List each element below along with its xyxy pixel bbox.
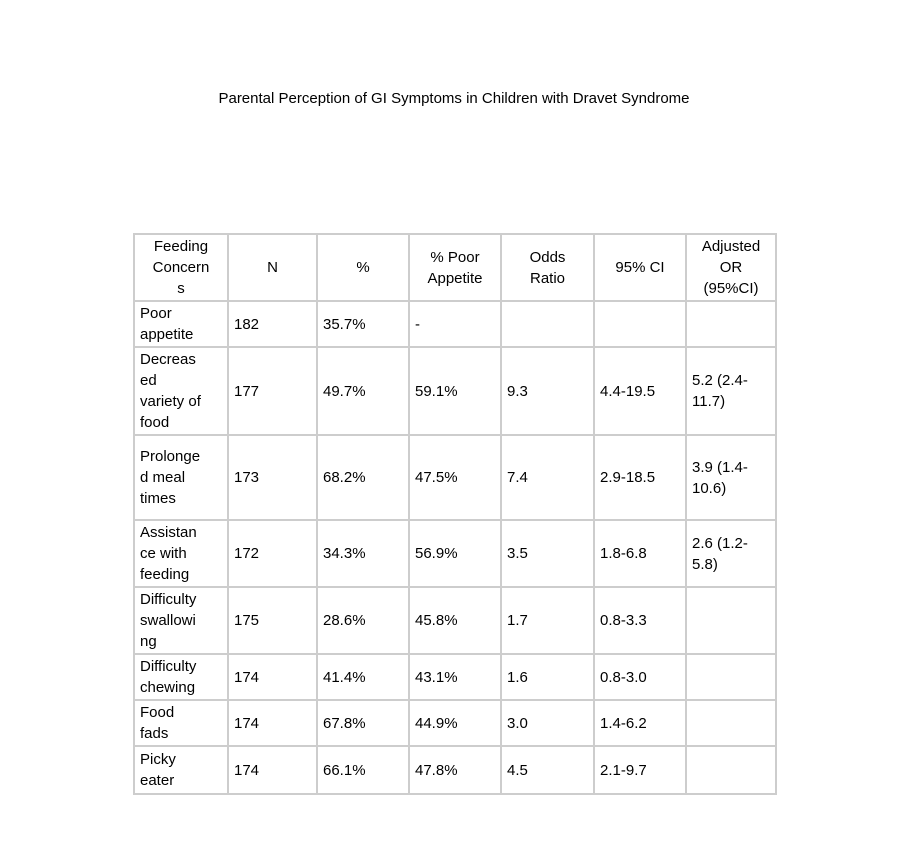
col-header-n-label: N: [267, 259, 278, 276]
cell-odds-ratio: 9.3: [501, 347, 594, 435]
cell-odds-ratio: 1.7: [501, 587, 594, 654]
cell-adjusted-or: 5.2 (2.4-11.7): [686, 347, 776, 435]
cell-pct-poor-appetite: 43.1%: [409, 654, 501, 700]
col-header-n: [228, 234, 317, 301]
cell-adjusted-or: 2.6 (1.2-5.8): [686, 520, 776, 587]
cell-pct: 34.3%: [317, 520, 409, 587]
table-row: [134, 301, 776, 347]
cell-n: 172: [228, 520, 317, 587]
table-row: [134, 347, 776, 435]
col-header-feeding-concerns-label: Feeding Concerns: [152, 238, 210, 297]
cell-concern: Assistance with feeding: [134, 520, 228, 587]
cell-pct-poor-appetite: 45.8%: [409, 587, 501, 654]
cell-concern: Decreased variety of food: [134, 347, 228, 435]
cell-concern: Poor appetite: [134, 301, 228, 347]
col-header-pct: [317, 234, 409, 301]
col-header-odds-ratio: [501, 234, 594, 301]
cell-adjusted-or: [686, 654, 776, 700]
cell-95ci: 0.8-3.3: [594, 587, 686, 654]
table-row: [134, 435, 776, 520]
table-row: [134, 587, 776, 654]
cell-pct: 49.7%: [317, 347, 409, 435]
cell-odds-ratio: 3.0: [501, 700, 594, 746]
table-header-row: [134, 234, 776, 301]
cell-pct-poor-appetite: 56.9%: [409, 520, 501, 587]
cell-adjusted-or: 3.9 (1.4-10.6): [686, 435, 776, 520]
col-header-pct-poor-appetite-label: % Poor Appetite: [427, 248, 483, 287]
cell-odds-ratio: [501, 301, 594, 347]
cell-odds-ratio: 4.5: [501, 746, 594, 794]
cell-95ci: 1.8-6.8: [594, 520, 686, 587]
cell-concern: Difficulty chewing: [134, 654, 228, 700]
table-row: [134, 700, 776, 746]
cell-pct: 28.6%: [317, 587, 409, 654]
col-header-pct-poor-appetite: [409, 234, 501, 301]
col-header-odds-ratio-label: Odds Ratio: [529, 248, 566, 287]
cell-adjusted-or: [686, 746, 776, 794]
cell-adjusted-or: [686, 301, 776, 347]
col-header-adjusted-or-label: Adjusted OR (95%CI): [701, 238, 761, 297]
cell-n: 177: [228, 347, 317, 435]
cell-concern: Difficulty swallowing: [134, 587, 228, 654]
document-content: [133, 91, 775, 795]
cell-concern: Food fads: [134, 700, 228, 746]
col-header-adjusted-or: [686, 234, 776, 301]
cell-adjusted-or: [686, 700, 776, 746]
cell-n: 182: [228, 301, 317, 347]
cell-pct: 67.8%: [317, 700, 409, 746]
cell-95ci: 0.8-3.0: [594, 654, 686, 700]
cell-pct: 66.1%: [317, 746, 409, 794]
col-header-feeding-concerns: [134, 234, 228, 301]
cell-95ci: 2.9-18.5: [594, 435, 686, 520]
cell-concern: Picky eater: [134, 746, 228, 794]
cell-concern: Prolonged meal times: [134, 435, 228, 520]
cell-n: 175: [228, 587, 317, 654]
cell-n: 174: [228, 654, 317, 700]
col-header-95ci-label: 95% CI: [615, 259, 665, 276]
cell-pct-poor-appetite: 44.9%: [409, 700, 501, 746]
cell-adjusted-or: [686, 587, 776, 654]
cell-pct-poor-appetite: 47.8%: [409, 746, 501, 794]
cell-95ci: [594, 301, 686, 347]
col-header-pct-label: %: [356, 259, 370, 276]
col-header-95ci: [594, 234, 686, 301]
cell-95ci: 4.4-19.5: [594, 347, 686, 435]
feeding-concerns-table: [133, 233, 777, 795]
cell-odds-ratio: 3.5: [501, 520, 594, 587]
cell-pct: 41.4%: [317, 654, 409, 700]
page-title: Parental Perception of GI Symptoms in Children with Dravet Syndrome: [218, 90, 690, 107]
cell-pct-poor-appetite: -: [409, 301, 501, 347]
cell-95ci: 2.1-9.7: [594, 746, 686, 794]
cell-pct: 35.7%: [317, 301, 409, 347]
table-row: [134, 520, 776, 587]
cell-95ci: 1.4-6.2: [594, 700, 686, 746]
table-row: [134, 746, 776, 794]
cell-n: 174: [228, 746, 317, 794]
cell-n: 173: [228, 435, 317, 520]
table-row: [134, 654, 776, 700]
cell-pct: 68.2%: [317, 435, 409, 520]
cell-pct-poor-appetite: 47.5%: [409, 435, 501, 520]
cell-pct-poor-appetite: 59.1%: [409, 347, 501, 435]
cell-n: 174: [228, 700, 317, 746]
cell-odds-ratio: 7.4: [501, 435, 594, 520]
cell-odds-ratio: 1.6: [501, 654, 594, 700]
